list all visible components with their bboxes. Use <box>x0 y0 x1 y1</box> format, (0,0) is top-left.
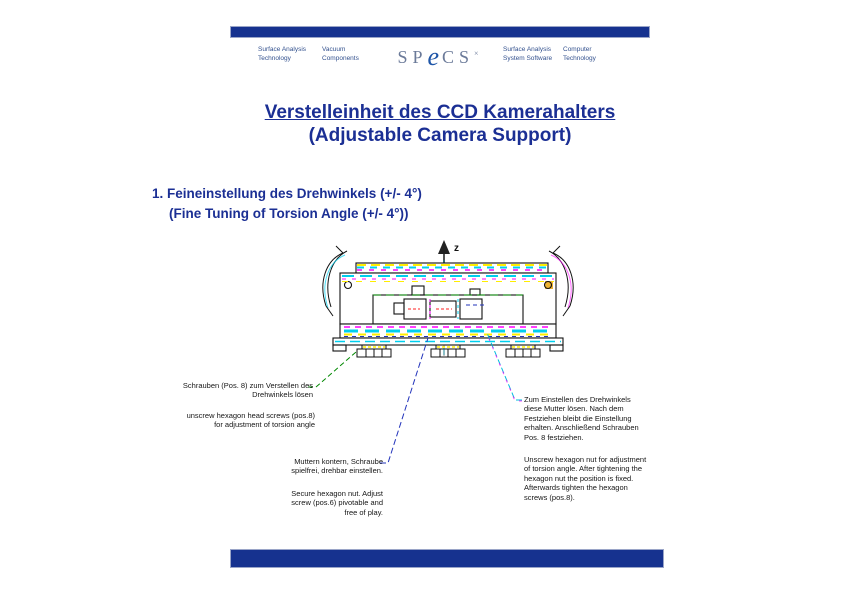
tagline-line: Technology <box>258 54 291 62</box>
annotation-line: for adjustment of torsion angle <box>214 420 315 430</box>
annotation-line: unscrew hexagon head screws (pos.8) <box>186 411 315 420</box>
annotation-line: Festziehen bleibt die Einstellung <box>524 413 632 423</box>
tagline-line: Technology <box>563 54 596 62</box>
annotation-line: free of play. <box>344 507 383 517</box>
annotation-middle-german <box>240 457 383 476</box>
annotation-line: screws (pos.8). <box>524 492 575 502</box>
mounting-feet <box>357 345 540 357</box>
annotation-line: erhalten. Anschließend Schrauben <box>524 423 639 433</box>
annotation-right-german <box>524 395 699 442</box>
annotation-line: Drehwinkels lösen <box>252 390 313 400</box>
tagline-line: Computer <box>563 46 592 53</box>
annotation-middle-english <box>240 489 383 517</box>
title-german: Verstelleinheit des CCD Kamerahalters <box>264 102 616 123</box>
annotation-leader-lines <box>308 333 522 463</box>
section-heading-german: 1. Feineinstellung des Drehwinkels (+/- 4°) <box>152 186 422 201</box>
annotation-line: Secure hexagon nut. Adjust <box>291 489 383 498</box>
annotation-right-english <box>524 455 699 502</box>
tagline-line: Surface Analysis <box>258 46 307 53</box>
footer-rule-bar <box>230 549 664 568</box>
logo-trademark: × <box>474 49 479 58</box>
annotation-line: screw (pos.6) pivotable and <box>291 498 383 508</box>
z-axis-label: z <box>454 243 459 254</box>
annotation-line: Schrauben (Pos. 8) zum Verstellen des <box>182 381 313 390</box>
tagline-line: Surface Analysis <box>503 46 552 53</box>
annotation-line: hexagon nut the position is fixed. <box>524 473 634 483</box>
annotation-line: Zum Einstellen des Drehwinkels <box>524 395 631 404</box>
title-english: (Adjustable Camera Support) <box>308 125 572 146</box>
annotation-line: Afterwards tighten the hexagon <box>524 483 628 493</box>
tagline-line: Components <box>322 54 359 62</box>
logo-letters: CS <box>442 47 475 67</box>
annotation-left-german <box>125 381 313 400</box>
annotation-line: of torsion angle. After tightening the <box>524 464 642 474</box>
tagline-line: Vacuum <box>322 46 346 53</box>
annotation-left-english <box>125 411 315 430</box>
logo-script-e: e <box>427 42 443 71</box>
tagline-line: System Software <box>503 54 553 62</box>
section-heading-english: (Fine Tuning of Torsion Angle (+/- 4°)) <box>169 205 409 221</box>
annotation-line: Unscrew hexagon nut for adjustment <box>524 455 647 464</box>
annotation-line: Muttern kontern, Schraube <box>294 457 383 466</box>
annotation-line: spielfrei, drehbar einstellen. <box>291 466 383 476</box>
annotation-line: diese Mutter lösen. Nach dem <box>524 404 624 414</box>
logo-letters: SP <box>397 47 428 67</box>
annotation-line: Pos. 8 festziehen. <box>524 432 584 442</box>
